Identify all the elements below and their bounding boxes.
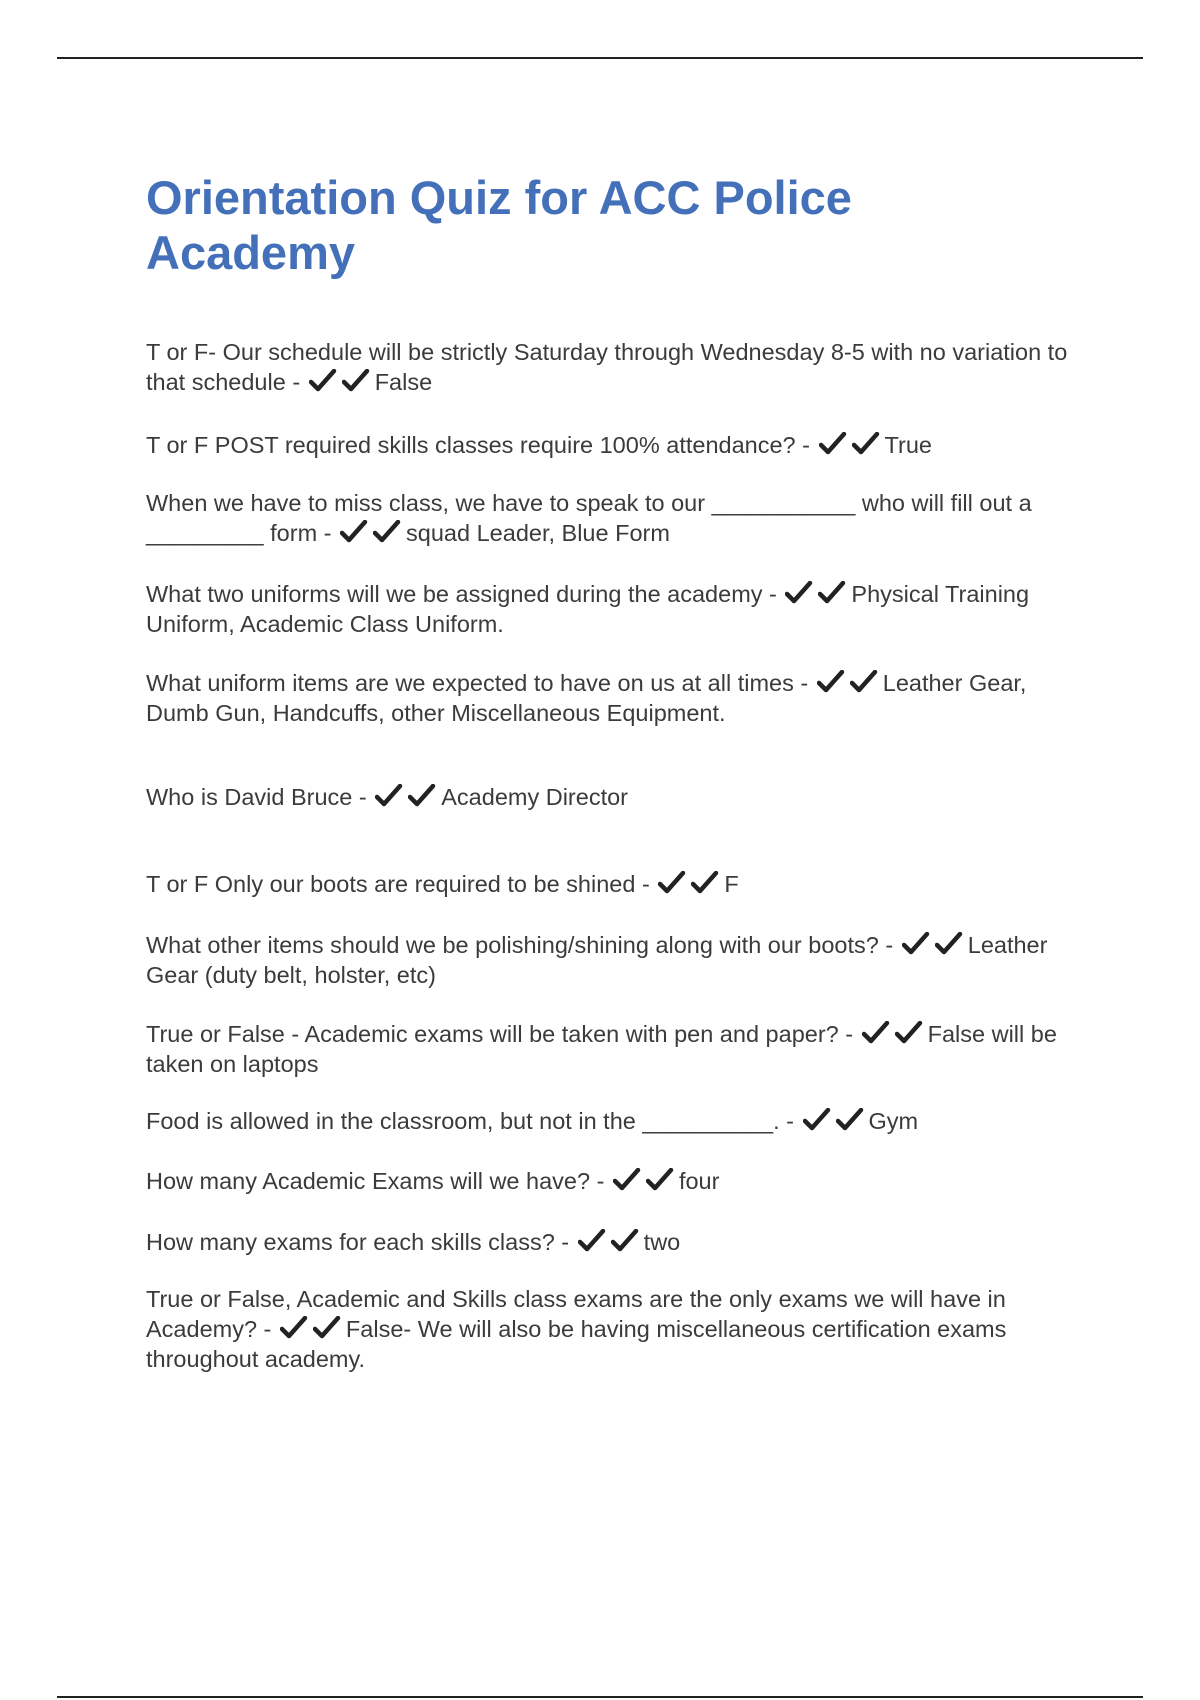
question-text: T or F- Our schedule will be strictly Saturday through Wednesday 8-5 with no variation to that schedule — [146, 339, 1068, 395]
qa-item: Food is allowed in the classroom, but not in the __________. - Gym — [146, 1108, 919, 1134]
answer-text: Leather Gear (duty belt, holster, etc) — [146, 932, 1048, 988]
checkmark-icon — [691, 871, 719, 895]
checkmark-icon — [646, 1168, 674, 1192]
answer-text: Gym — [868, 1108, 919, 1134]
checkmark-icon — [613, 1168, 641, 1192]
page-title: Orientation Quiz for ACC Police Academy — [146, 171, 852, 279]
answer-text: two — [643, 1229, 681, 1255]
answer-text: squad Leader, Blue Form — [406, 520, 670, 546]
answer-text: True — [884, 432, 932, 458]
answer-text: four — [678, 1168, 720, 1194]
qa-item: What uniform items are we expected to have on us at all times - Leather Gear, Dumb Gun, Handcuffs, other Miscellaneous Equipment. — [146, 670, 1027, 726]
answer-text: Leather Gear, Dumb Gun, Handcuffs, other Miscellaneous Equipment. — [146, 670, 1027, 726]
checkmark-icon — [658, 871, 686, 895]
checkmark-icon — [309, 369, 337, 393]
checkmark-icon — [578, 1229, 606, 1253]
checkmark-icon — [819, 432, 847, 456]
question-text: T or F Only our boots are required to be shined — [146, 871, 636, 897]
checkmark-icon — [836, 1108, 864, 1132]
qa-item: T or F POST required skills classes require 100% attendance? - True — [146, 432, 932, 458]
answer-text: Academy Director — [441, 784, 628, 810]
qa-item: True or False, Academic and Skills class exams are the only exams we will have in Academy? - False- We will also be having miscellaneous certification exams throughout academy. — [146, 1286, 1007, 1372]
question-text: True or False - Academic exams will be taken with pen and paper? — [146, 1021, 839, 1047]
checkmark-icon — [375, 784, 403, 808]
bottom-rule — [57, 1696, 1143, 1698]
checkmark-icon — [862, 1021, 890, 1045]
checkmark-icon — [611, 1229, 639, 1253]
checkmark-icon — [902, 932, 930, 956]
qa-item: What other items should we be polishing/shining along with our boots? - Leather Gear (duty belt, holster, etc) — [146, 932, 1048, 988]
answer-text: Physical Training Uniform, Academic Class Uniform. — [146, 581, 1030, 637]
checkmark-icon — [850, 670, 878, 694]
question-text: What other items should we be polishing/shining along with our boots? — [146, 932, 879, 958]
checkmark-icon — [895, 1021, 923, 1045]
checkmark-icon — [803, 1108, 831, 1132]
answer-text: False- We will also be having miscellaneous certification exams throughout academy. — [146, 1316, 1007, 1372]
question-text: What uniform items are we expected to have on us at all times — [146, 670, 794, 696]
checkmark-icon — [785, 581, 813, 605]
question-text: T or F POST required skills classes require 100% attendance? — [146, 432, 796, 458]
checkmark-icon — [373, 520, 401, 544]
checkmark-icon — [818, 581, 846, 605]
qa-item: How many Academic Exams will we have? - four — [146, 1168, 720, 1194]
question-text: True or False, Academic and Skills class exams are the only exams we will have in Academy? — [146, 1286, 1006, 1342]
top-rule — [57, 57, 1143, 59]
qa-item: Who is David Bruce - Academy Director — [146, 784, 628, 810]
checkmark-icon — [817, 670, 845, 694]
question-text: When we have to miss class, we have to speak to our ___________ who will fill out a _________ form — [146, 490, 1032, 546]
question-text: Who is David Bruce — [146, 784, 353, 810]
checkmark-icon — [935, 932, 963, 956]
qa-item: True or False - Academic exams will be taken with pen and paper? - False will be taken on laptops — [146, 1021, 1057, 1077]
question-text: How many exams for each skills class? — [146, 1229, 555, 1255]
checkmark-icon — [408, 784, 436, 808]
checkmark-icon — [340, 520, 368, 544]
qa-item: How many exams for each skills class? - two — [146, 1229, 681, 1255]
question-text: How many Academic Exams will we have? — [146, 1168, 591, 1194]
qa-item: T or F- Our schedule will be strictly Saturday through Wednesday 8-5 with no variation to that schedule - False — [146, 339, 1068, 395]
qa-item: What two uniforms will we be assigned during the academy - Physical Training Uniform, Academic Class Uniform. — [146, 581, 1030, 637]
answer-text: False — [374, 369, 433, 395]
checkmark-icon — [280, 1316, 308, 1340]
question-text: What two uniforms will we be assigned during the academy — [146, 581, 763, 607]
question-text: Food is allowed in the classroom, but not in the __________. — [146, 1108, 780, 1134]
qa-item: T or F Only our boots are required to be shined - F — [146, 871, 739, 897]
answer-text: False will be taken on laptops — [146, 1021, 1057, 1077]
qa-item: When we have to miss class, we have to speak to our ___________ who will fill out a _________ form - squad Leader, Blue Form — [146, 490, 1032, 546]
checkmark-icon — [852, 432, 880, 456]
answer-text: F — [724, 871, 739, 897]
checkmark-icon — [313, 1316, 341, 1340]
checkmark-icon — [342, 369, 370, 393]
